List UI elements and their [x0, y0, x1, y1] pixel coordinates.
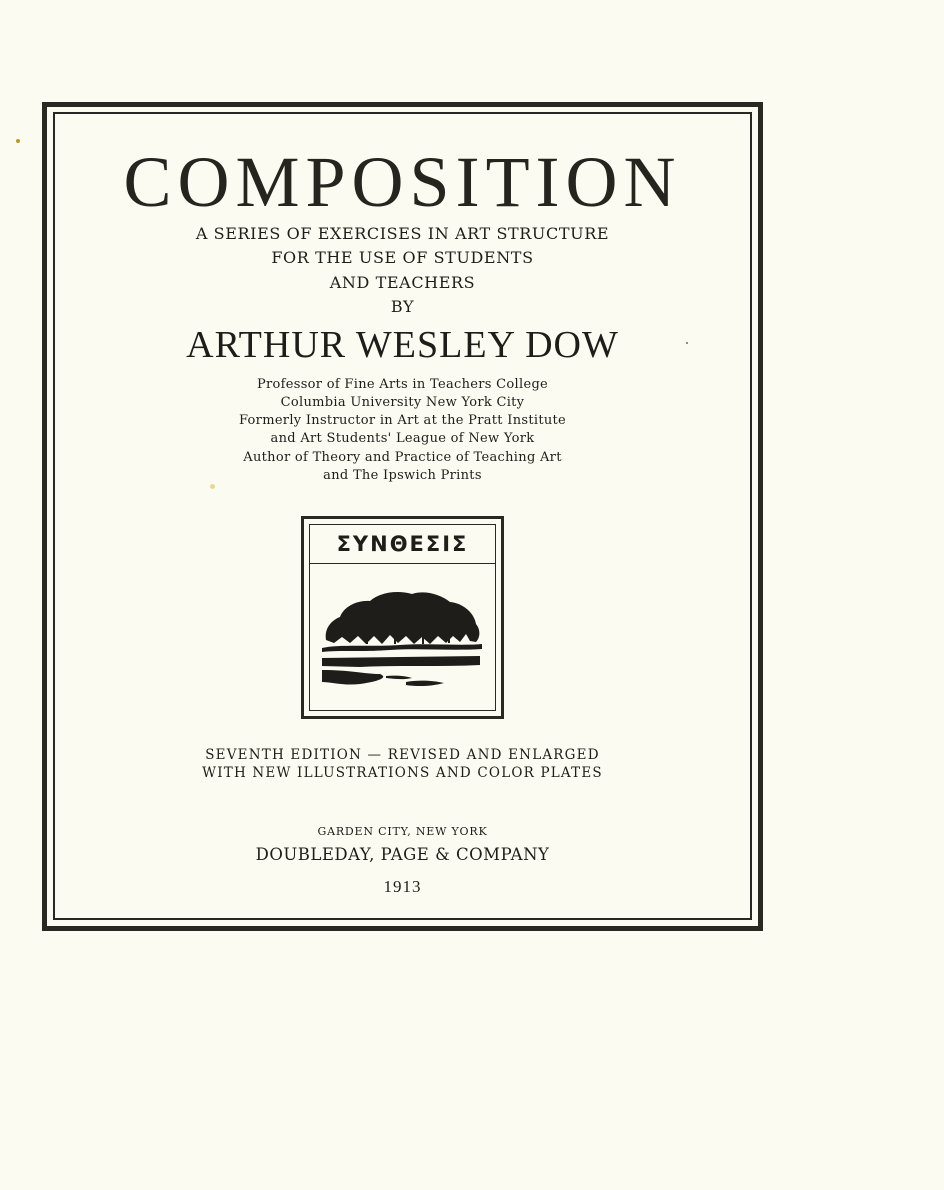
emblem-inner-frame	[309, 524, 496, 711]
publisher-emblem	[301, 516, 504, 719]
publisher-name: DOUBLEDAY, PAGE & COMPANY	[255, 845, 550, 864]
credential-line-2: Columbia University New York City	[280, 395, 525, 410]
credential-line-4: and Art Students' League of New York	[270, 431, 535, 446]
by-line: BY	[390, 297, 415, 316]
edition-line-2: WITH NEW ILLUSTRATIONS AND COLOR PLATES	[202, 765, 603, 781]
subtitle-line-1: A SERIES OF EXERCISES IN ART STRUCTURE	[195, 224, 610, 243]
edition-line-1: SEVENTH EDITION — REVISED AND ENLARGED	[205, 747, 600, 763]
author-name: ARTHUR WESLEY DOW	[186, 324, 619, 366]
book-title: COMPOSITION	[123, 142, 682, 222]
publisher-place: GARDEN CITY, NEW YORK	[317, 825, 488, 838]
credential-line-6: and The Ipswich Prints	[323, 468, 482, 483]
emblem-label: ΣΥΝΘΕΣΙΣ	[336, 532, 469, 556]
credential-line-3: Formerly Instructor in Art at the Pratt Institute	[238, 413, 567, 428]
credential-line-1: Professor of Fine Arts in Teachers College	[256, 377, 549, 392]
credential-line-5: Author of Theory and Practice of Teaching Art	[243, 450, 562, 465]
subtitle-line-2: FOR THE USE OF STUDENTS	[271, 248, 534, 267]
paper-speck	[210, 484, 215, 489]
paper-speck	[16, 139, 20, 143]
tree-landscape-icon	[320, 570, 484, 700]
subtitle-line-3: AND TEACHERS	[329, 273, 476, 292]
paper-speck	[686, 342, 688, 344]
publication-year: 1913	[383, 877, 422, 896]
emblem-divider	[310, 563, 495, 564]
